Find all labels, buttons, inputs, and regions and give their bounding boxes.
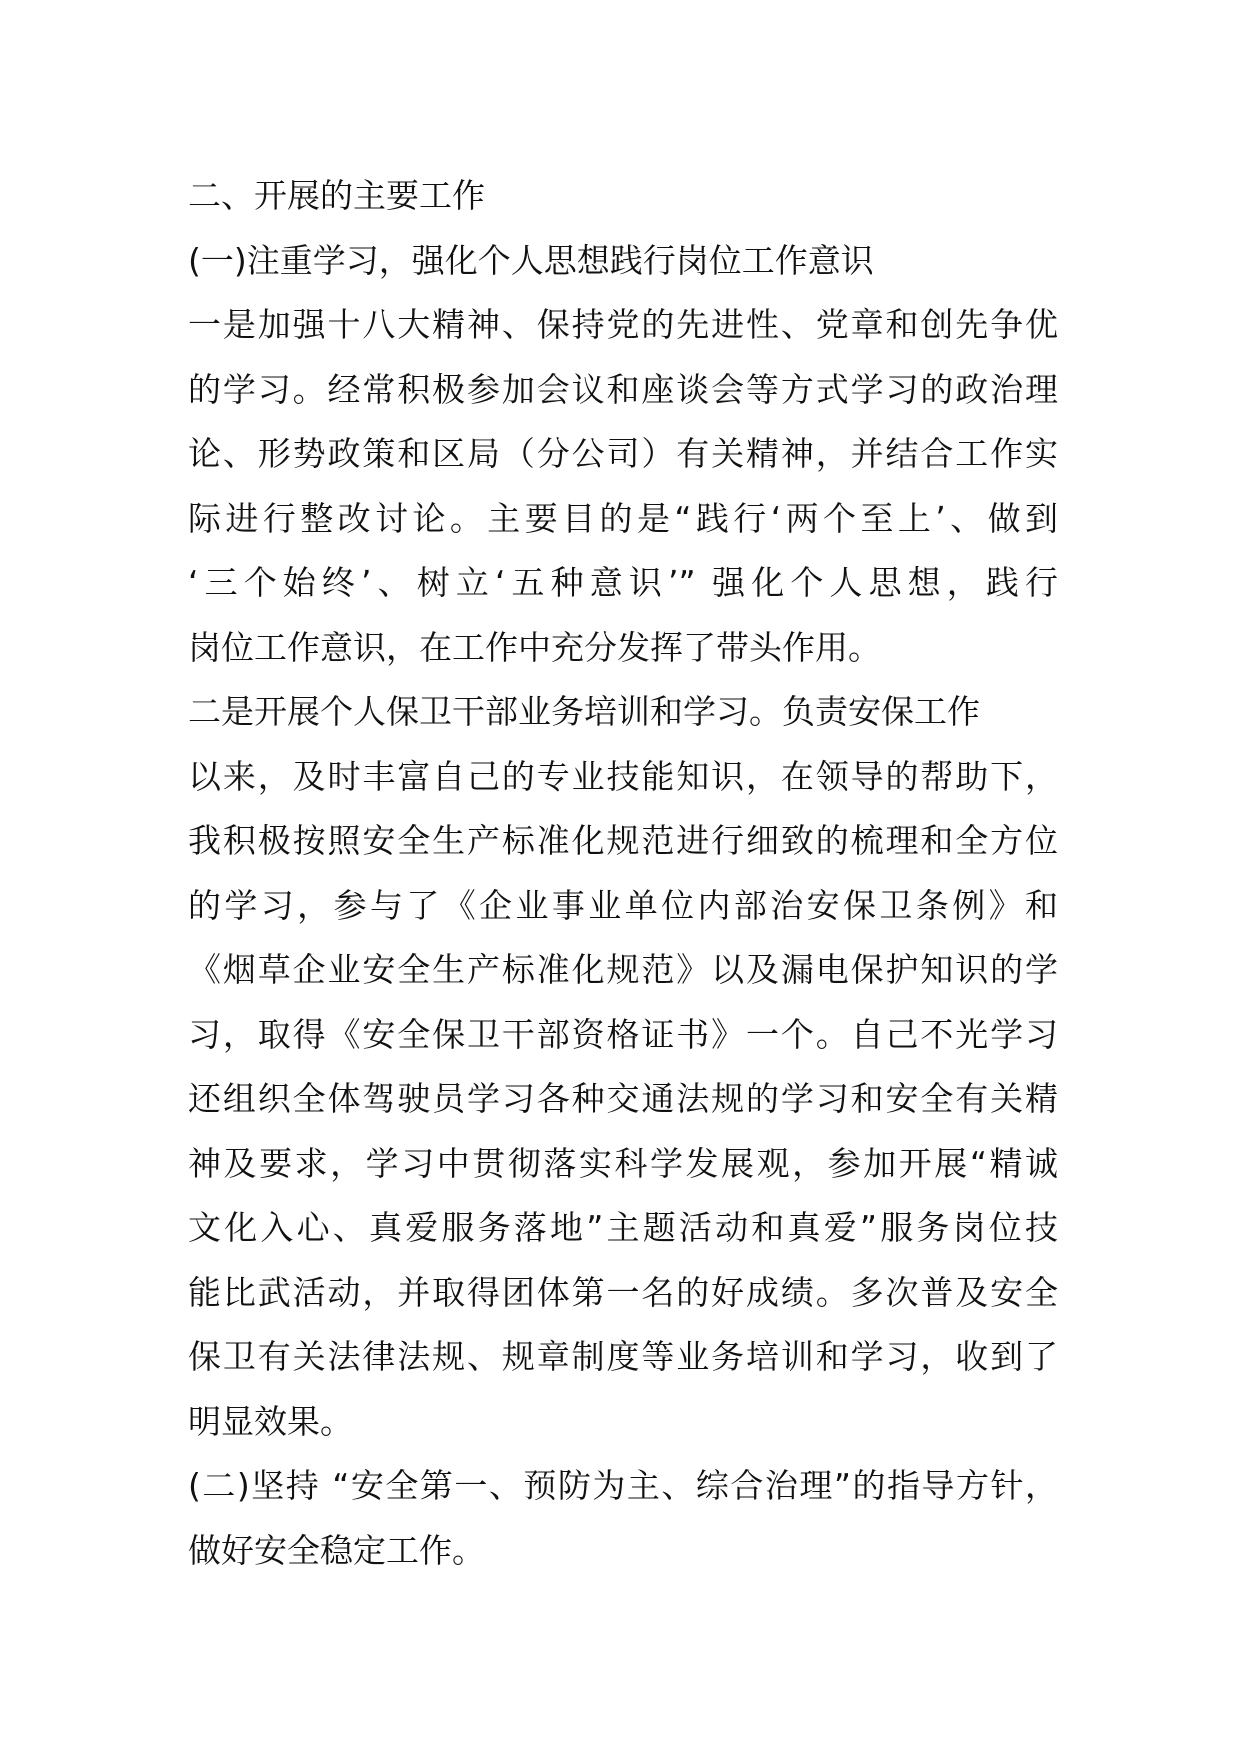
paragraph-line: ‘三个始终’、树立‘五种意识’” 强化个人思想，践行 xyxy=(188,563,1058,602)
paragraph-line: 明显效果。 xyxy=(188,1401,353,1441)
paragraph-line: 的学习，参与了《企业事业单位内部治安保卫条例》和 xyxy=(188,885,1058,925)
paragraph-line: 还组织全体驾驶员学习各种交通法规的学习和安全有关精 xyxy=(188,1079,1058,1118)
paragraph-line: 一是加强十八大精神、保持党的先进性、党章和创先争优 xyxy=(188,305,1058,344)
paragraph-line: 论、形势政策和区局（分公司）有关精神，并结合工作实 xyxy=(188,434,1058,473)
document-body xyxy=(188,164,1058,1583)
paragraph-line: 以来，及时丰富自己的专业技能知识，在领导的帮助下， xyxy=(188,756,1058,796)
paragraph-line: 我积极按照安全生产标准化规范进行细致的梳理和全方位 xyxy=(188,821,1058,860)
paragraph-line: 保卫有关法律法规、规章制度等业务培训和学习，收到了 xyxy=(188,1337,1058,1376)
subsection-heading-continued: 做好安全稳定工作。 xyxy=(188,1530,485,1570)
paragraph-line: 岗位工作意识，在工作中充分发挥了带头作用。 xyxy=(188,627,881,667)
subsection-heading: (一)注重学习，强化个人思想践行岗位工作意识 xyxy=(188,240,874,280)
paragraph-line: 习，取得《安全保卫干部资格证书》一个。自己不光学习 xyxy=(188,1014,1058,1054)
paragraph-line: 的学习。经常积极参加会议和座谈会等方式学习的政治理 xyxy=(188,369,1058,409)
section-heading: 二、开展的主要工作 xyxy=(188,176,485,215)
paragraph-line: 二是开展个人保卫干部业务培训和学习。负责安保工作 xyxy=(188,692,980,731)
paragraph-line: 文化入心、真爱服务落地”主题活动和真爱”服务岗位技 xyxy=(188,1208,1058,1247)
paragraph-line: 《烟草企业安全生产标准化规范》以及漏电保护知识的学 xyxy=(188,950,1058,989)
paragraph-line: 神及要求，学习中贯彻落实科学发展观，参加开展“精诚 xyxy=(188,1143,1058,1183)
subsection-heading: (二)坚持 “安全第一、预防为主、综合治理”的指导方针， xyxy=(188,1466,1058,1505)
paragraph-line: 际进行整改讨论。主要目的是“践行‘两个至上’、做到 xyxy=(188,498,1058,538)
paragraph-line: 能比武活动，并取得团体第一名的好成绩。多次普及安全 xyxy=(188,1272,1058,1312)
